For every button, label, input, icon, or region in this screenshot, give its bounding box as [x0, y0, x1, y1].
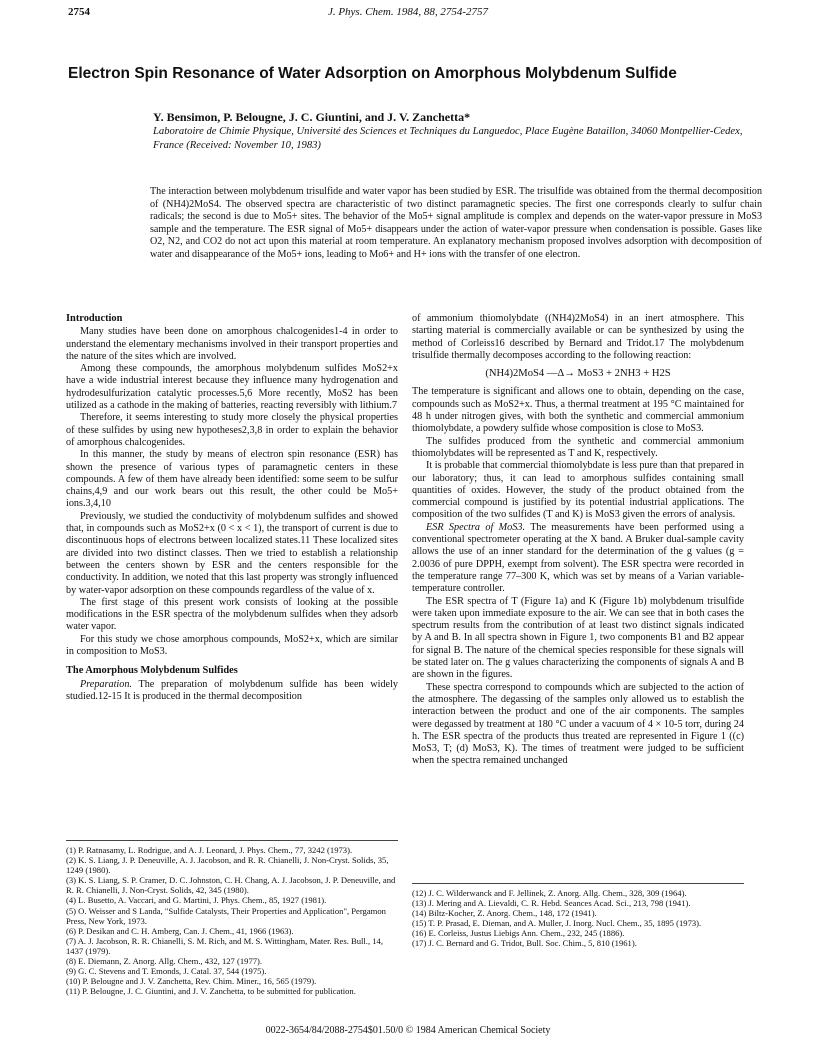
intro-paragraph-3: Therefore, it seems interesting to study more closely the physical properties of these sulfides by using new hypotheses2,3,8 in order to explain the behavior of amorphous chalcogenides. — [66, 412, 398, 448]
reference-item: (9) G. C. Stevens and T. Emonds, J. Catal. 37, 544 (1975). — [66, 966, 267, 977]
intro-paragraph-1: Many studies have been done on amorphous chalcogenides1-4 in order to understand the elementary mechanisms involved in their transport properties and the nature of the sites which are involved. — [66, 326, 398, 362]
esr-run-in: ESR Spectra of MoS3. — [426, 521, 525, 533]
journal-header: J. Phys. Chem. 1984, 88, 2754-2757 — [327, 6, 489, 18]
reference-item: (8) E. Diemann, Z. Anorg. Allg. Chem., 432, 127 (1977). — [66, 956, 263, 967]
reference-item: (4) L. Busetto, A. Vaccari, and G. Martini, J. Phys. Chem., 85, 1927 (1981). — [66, 895, 327, 906]
preparation-paragraph — [66, 679, 398, 704]
references-left — [66, 840, 398, 996]
right-paragraph-1: of ammonium thiomolybdate ((NH4)2MoS4) in an inert atmosphere. This starting material is commercially available or can be synthesized by using the method of Corleiss16 described by Bernard and Tridot.17 The molybdenum trisulfide thermally decomposes according to the following reaction: — [412, 313, 744, 361]
right-paragraph-2: The temperature is significant and allows one to obtain, depending on the case, compounds such as MoS2+x. Thus, a thermal treatment at 195 °C maintained for 48 h under nitrogen gives, with both the synthetic and commercial ammonium thiomolybdate, a powdery sulfide whose composition is close to MoS3. — [412, 386, 744, 435]
reference-item: (6) P. Desikan and C. H. Amberg, Can. J. Chem., 41, 1966 (1963). — [66, 925, 294, 936]
introduction-heading: Introduction — [66, 313, 123, 324]
right-paragraph-4: It is probable that commercial thiomolybdate is less pure than that prepared in our laboratory; thus, it can lead to amorphous sulfides containing small quantities of oxides. However, the study of the product obtained from the commercial compound is justified by its potential industrial applications. The composition of the two sulfides (T and K) is MoS3 given the errors of analysis. — [412, 460, 744, 521]
reference-item: (13) J. Mering and A. Lievaldi, C. R. Hebd. Seances Acad. Sci., 213, 798 (1941). — [412, 898, 691, 909]
reference-item: (7) A. J. Jacobson, R. R. Chianelli, S. M. Rich, and M. S. Wittingham, Mater. Res. Bull., 14, 1437 (1979). — [66, 935, 383, 956]
esr-paragraph-3: These spectra correspond to compounds which are subjected to the action of the atmosphere. The degassing of the samples only allowed us to establish the interaction between the product and one of the air components. The samples were degassed by treatment at 180 °C under a vacuum of 4 × 10-5 torr, during 24 h. The ESR spectra of the products thus treated are represented in Figure 1 ((c) MoS3, T; (d) MoS3, K). The times of treatment were judged to be sufficient when the spectra remained unchanged — [412, 681, 744, 767]
intro-paragraph-2: Among these compounds, the amorphous molybdenum sulfides MoS2+x have a wide industrial interest because they influence many hydrogenation and hydrodesulfurization catalytic processes.5,6 More recently, MoS2 has been utilized as a cathode in the making of batteries, reacting reversibly with lithium.7 — [66, 363, 398, 412]
reference-item: (16) E. Corleiss, Justus Liebigs Ann. Chem., 232, 245 (1886). — [412, 928, 625, 939]
affiliation: Laboratoire de Chimie Physique, Université des Sciences et Techniques du Languedoc, Place Eugène Bataillon, 34060 Montpellier-Cedex, France (Received: November 10, 1983) — [153, 126, 743, 151]
amorphous-sulfides-heading: The Amorphous Molybdenum Sulfides — [66, 665, 238, 677]
esr-paragraph-1 — [412, 522, 744, 596]
reference-item: (1) P. Ratnasamy, L. Rodrigue, and A. J. Leonard, J. Phys. Chem., 77, 3242 (1973). — [66, 845, 353, 855]
references-right — [412, 883, 744, 949]
reference-item: (10) P. Belougne and J. V. Zanchetta, Rev. Chim. Miner., 16, 565 (1979). — [66, 976, 317, 987]
reference-item: (11) P. Belougne, J. C. Giuntini, and J. V. Zanchetta, to be submitted for publication. — [66, 986, 356, 997]
esr-text: The measurements have been performed using a conventional spectrometer operating at the X band. A Bruker dual-sample cavity allows the use of an inner standard for the determination of the g values (g = 2.0036 of pure DPPH, exempt from solvent). The ESR spectra were recorded in the temperature range 77–300 K, which was set by means of a Varian variable-temperature controller. — [412, 521, 744, 595]
reference-item: (14) Biltz-Kocher, Z. Anorg. Chem., 148, 172 (1941). — [412, 908, 597, 919]
intro-paragraph-5: Previously, we studied the conductivity of molybdenum sulfides and showed that, in compounds such as MoS2+x (0 < x < 1), the transport of current is due to discontinuous hops of electrons between localized states.11 These localized sites are divided into two distinct classes. Then we tried to establish a relationship between the centers shown by ESR and the centers responsible for the conductivity. In addition, we noted that this last property was strongly influenced by water-vapor adsorption on these compounds regardless of the value of x. — [66, 510, 398, 596]
preparation-run-in: Preparation. — [80, 678, 132, 690]
article-title: Electron Spin Resonance of Water Adsorption on Amorphous Molybdenum Sulfide — [68, 65, 677, 82]
intro-paragraph-4: In this manner, the study by means of electron spin resonance (ESR) has shown the presence of various types of paramagnetic centers in these compounds. A few of them have already been identified: some seem to be sulfur chains,4,9 and our work bears out this result, the other could be Mo5+ ions.3,4,10 — [66, 449, 398, 510]
reference-item: (5) O. Weisser and S Landa, "Sulfide Catalysts, Their Properties and Application", Pergamon Press, New York, 1973. — [66, 905, 386, 926]
preparation-text: The preparation of molybdenum sulfide has been widely studied.12-15 It is produced in the thermal decomposition — [66, 678, 398, 702]
intro-paragraph-7: For this study we chose amorphous compounds, MoS2+x, which are similar in composition to MoS3. — [66, 633, 398, 658]
left-column — [66, 313, 398, 703]
page-number: 2754 — [68, 6, 90, 18]
author-list: Y. Bensimon, P. Belougne, J. C. Giuntini, and J. V. Zanchetta* — [153, 110, 471, 124]
right-column — [412, 313, 744, 768]
reference-item: (15) T. P. Prasad, E. Dieman, and A. Muller, J. Inorg. Nucl. Chem., 35, 1895 (1973). — [412, 918, 702, 929]
abstract: The interaction between molybdenum trisulfide and water vapor has been studied by ESR. The trisulfide was obtained from the thermal decomposition of (NH4)2MoS4. The observed spectra are characteristic of two distinct paramagnetic species. The first one corresponds clearly to sulfur chain radicals; the second is due to Mo5+ sites. The behavior of the Mo5+ signal amplitude is complex and depends on the water-vapor pressure in MoS3 sample and the temperature. The ESR signal of Mo5+ disappears under the action of water-vapor pressure when condensation is possible. Gases like O2, N2, and CO2 do not act upon this material at room temperature. An explanatory mechanism proposed involves adsorption with decomposition of water and disappearance of the Mo5+ ions, leading to Mo6+ and H+ ions with the transfer of one electron. — [150, 186, 762, 260]
intro-paragraph-6: The first stage of this present work consists of looking at the possible modifications in the ESR spectra of the molybdenum sulfides when they adsorb water vapor. — [66, 596, 398, 633]
reaction-equation: (NH4)2MoS4 —Δ→ MoS3 + 2NH3 + H2S — [485, 368, 671, 380]
right-paragraph-3: The sulfides produced from the synthetic and commercial ammonium thiomolybdates will be represented as T and K, respectively. — [412, 435, 744, 459]
reference-item: (12) J. C. Wilderwanck and F. Jellinek, Z. Anorg. Allg. Chem., 328, 309 (1964). — [412, 888, 687, 898]
reference-item: (2) K. S. Liang, J. P. Deneuville, A. J. Jacobson, and R. R. Chianelli, J. Non-Cryst. Solids, 35, 1249 (1980). — [66, 855, 389, 876]
copyright-footer: 0022-3654/84/2088-2754$01.50/0 © 1984 American Chemical Society — [265, 1025, 551, 1036]
esr-paragraph-2: The ESR spectra of T (Figure 1a) and K (Figure 1b) molybdenum trisulfide were taken upon immediate exposure to the air. We can see that in both cases the spectrum results from the contribution of at least two distinct signals indicated by A and B. In all spectra shown in Figure 1, two components B1 and B2 appear for signal B. The nature of the chemical species responsible for these signals will be stated later on. The g values characterizing the components of signals A and B are shown in the figures. — [412, 595, 744, 681]
reference-item: (17) J. C. Bernard and G. Tridot, Bull. Soc. Chim., 5, 810 (1961). — [412, 938, 637, 949]
reference-item: (3) K. S. Liang, S. P. Cramer, D. C. Johnston, C. H. Chang, A. J. Jacobson, J. P. Deneuville, and R. R. Chianelli, J. Non-Cryst. Solids, 42, 345 (1980). — [66, 875, 396, 896]
